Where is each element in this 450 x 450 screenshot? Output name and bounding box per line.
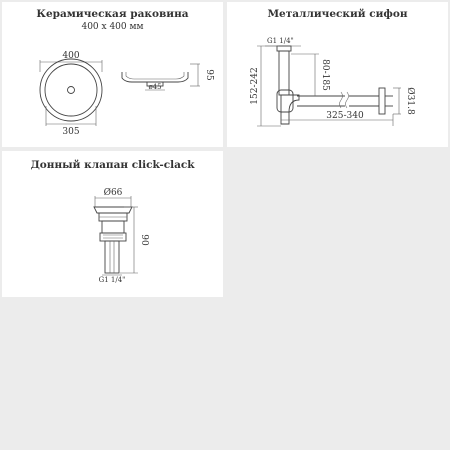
- valve-drawing: [2, 151, 223, 297]
- siphon-drawing: [227, 2, 448, 147]
- valve-dim-height: 90: [139, 234, 149, 246]
- siphon-vertical-pipe: [279, 51, 289, 95]
- sink-dim-height: 95: [204, 69, 214, 81]
- sink-side-profile: [122, 72, 188, 82]
- siphon-title-text: Металлический сифон: [267, 8, 408, 20]
- siphon-wall-flange: [379, 88, 385, 114]
- siphon-dim-height: 152-242: [250, 67, 260, 105]
- siphon-dim-thread: G1 1/4": [267, 37, 294, 45]
- sink-dim-drain: ø45: [148, 83, 162, 91]
- sink-inner-bowl: [45, 64, 97, 116]
- sink-subtitle: 400 x 400 мм: [81, 22, 144, 32]
- valve-stem: [105, 241, 119, 273]
- siphon-panel: [227, 2, 448, 147]
- sink-panel: [2, 2, 223, 147]
- sink-outer-rim: [40, 59, 102, 121]
- sink-title-text: Керамическая раковина: [36, 8, 189, 20]
- siphon-trap: [281, 95, 299, 124]
- siphon-dim-length: 325-340: [326, 111, 364, 121]
- valve-dim-diameter: Ø66: [103, 188, 123, 198]
- sink-drawing: [2, 2, 223, 147]
- valve-dim-thread: G1 1/4": [98, 276, 126, 284]
- siphon-dim-diameter: Ø31.8: [405, 87, 415, 115]
- sink-drain-hole: [68, 87, 75, 94]
- valve-cap: [94, 207, 132, 213]
- siphon-dim-depth: 80-185: [320, 59, 330, 91]
- sink-dim-inner: 305: [62, 127, 80, 137]
- sink-dim-outer: 400: [62, 51, 80, 61]
- valve-title-text: Донный клапан click-clack: [30, 159, 195, 171]
- valve-panel: [2, 151, 223, 297]
